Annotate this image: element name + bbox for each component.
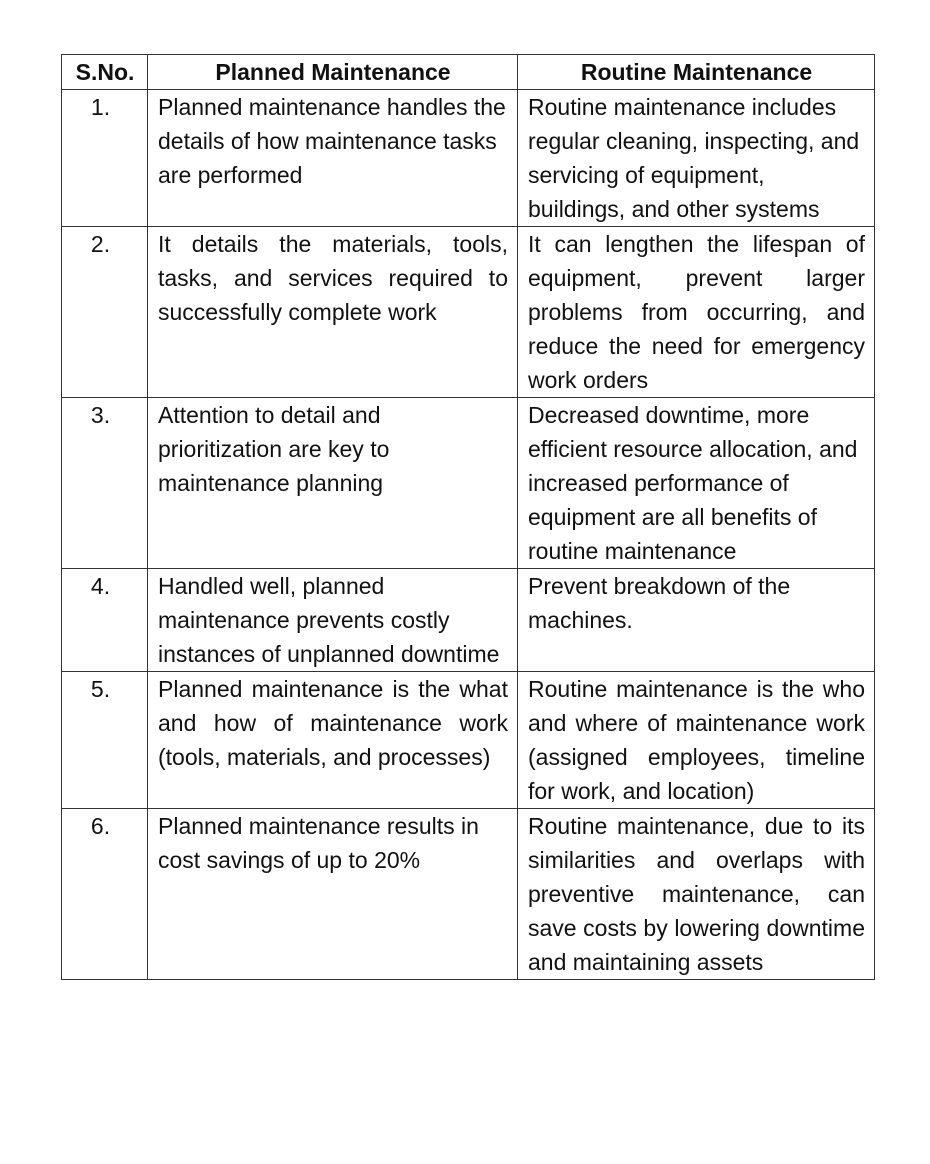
routine-cell: Routine maintenance, due to its similarities and overlaps with preventive maintenance, can save costs by lowering downtime and maintaining assets xyxy=(518,809,875,980)
comparison-table xyxy=(61,54,875,980)
row-number: 5. xyxy=(62,672,148,809)
routine-cell: Decreased downtime, more efficient resource allocation, and increased performance of equipment are all benefits of routine maintenance xyxy=(518,398,875,569)
row-number: 6. xyxy=(62,809,148,980)
row-number: 1. xyxy=(62,90,148,227)
planned-cell: Attention to detail and prioritization are key to maintenance planning xyxy=(148,398,518,569)
row-number: 2. xyxy=(62,227,148,398)
table-row xyxy=(62,672,875,809)
row-number: 3. xyxy=(62,398,148,569)
routine-cell: It can lengthen the lifespan of equipment, prevent larger problems from occurring, and reduce the need for emergency work orders xyxy=(518,227,875,398)
planned-cell: Planned maintenance is the what and how of maintenance work (tools, materials, and processes) xyxy=(148,672,518,809)
table-row xyxy=(62,398,875,569)
planned-cell: It details the materials, tools, tasks, and services required to successfully complete work xyxy=(148,227,518,398)
table-header-row xyxy=(62,55,875,90)
comparison-table-container xyxy=(61,54,874,980)
row-number: 4. xyxy=(62,569,148,672)
table-row xyxy=(62,227,875,398)
header-sno: S.No. xyxy=(62,55,148,90)
routine-cell: Prevent breakdown of the machines. xyxy=(518,569,875,672)
header-planned-maintenance: Planned Maintenance xyxy=(148,55,518,90)
planned-cell: Handled well, planned maintenance prevents costly instances of unplanned downtime xyxy=(148,569,518,672)
table-row xyxy=(62,809,875,980)
table-row xyxy=(62,569,875,672)
table-row xyxy=(62,90,875,227)
planned-cell: Planned maintenance handles the details of how maintenance tasks are performed xyxy=(148,90,518,227)
routine-cell: Routine maintenance is the who and where of maintenance work (assigned employees, timeline for work, and location) xyxy=(518,672,875,809)
routine-cell: Routine maintenance includes regular cleaning, inspecting, and servicing of equipment, buildings, and other systems xyxy=(518,90,875,227)
planned-cell: Planned maintenance results in cost savings of up to 20% xyxy=(148,809,518,980)
header-routine-maintenance: Routine Maintenance xyxy=(518,55,875,90)
